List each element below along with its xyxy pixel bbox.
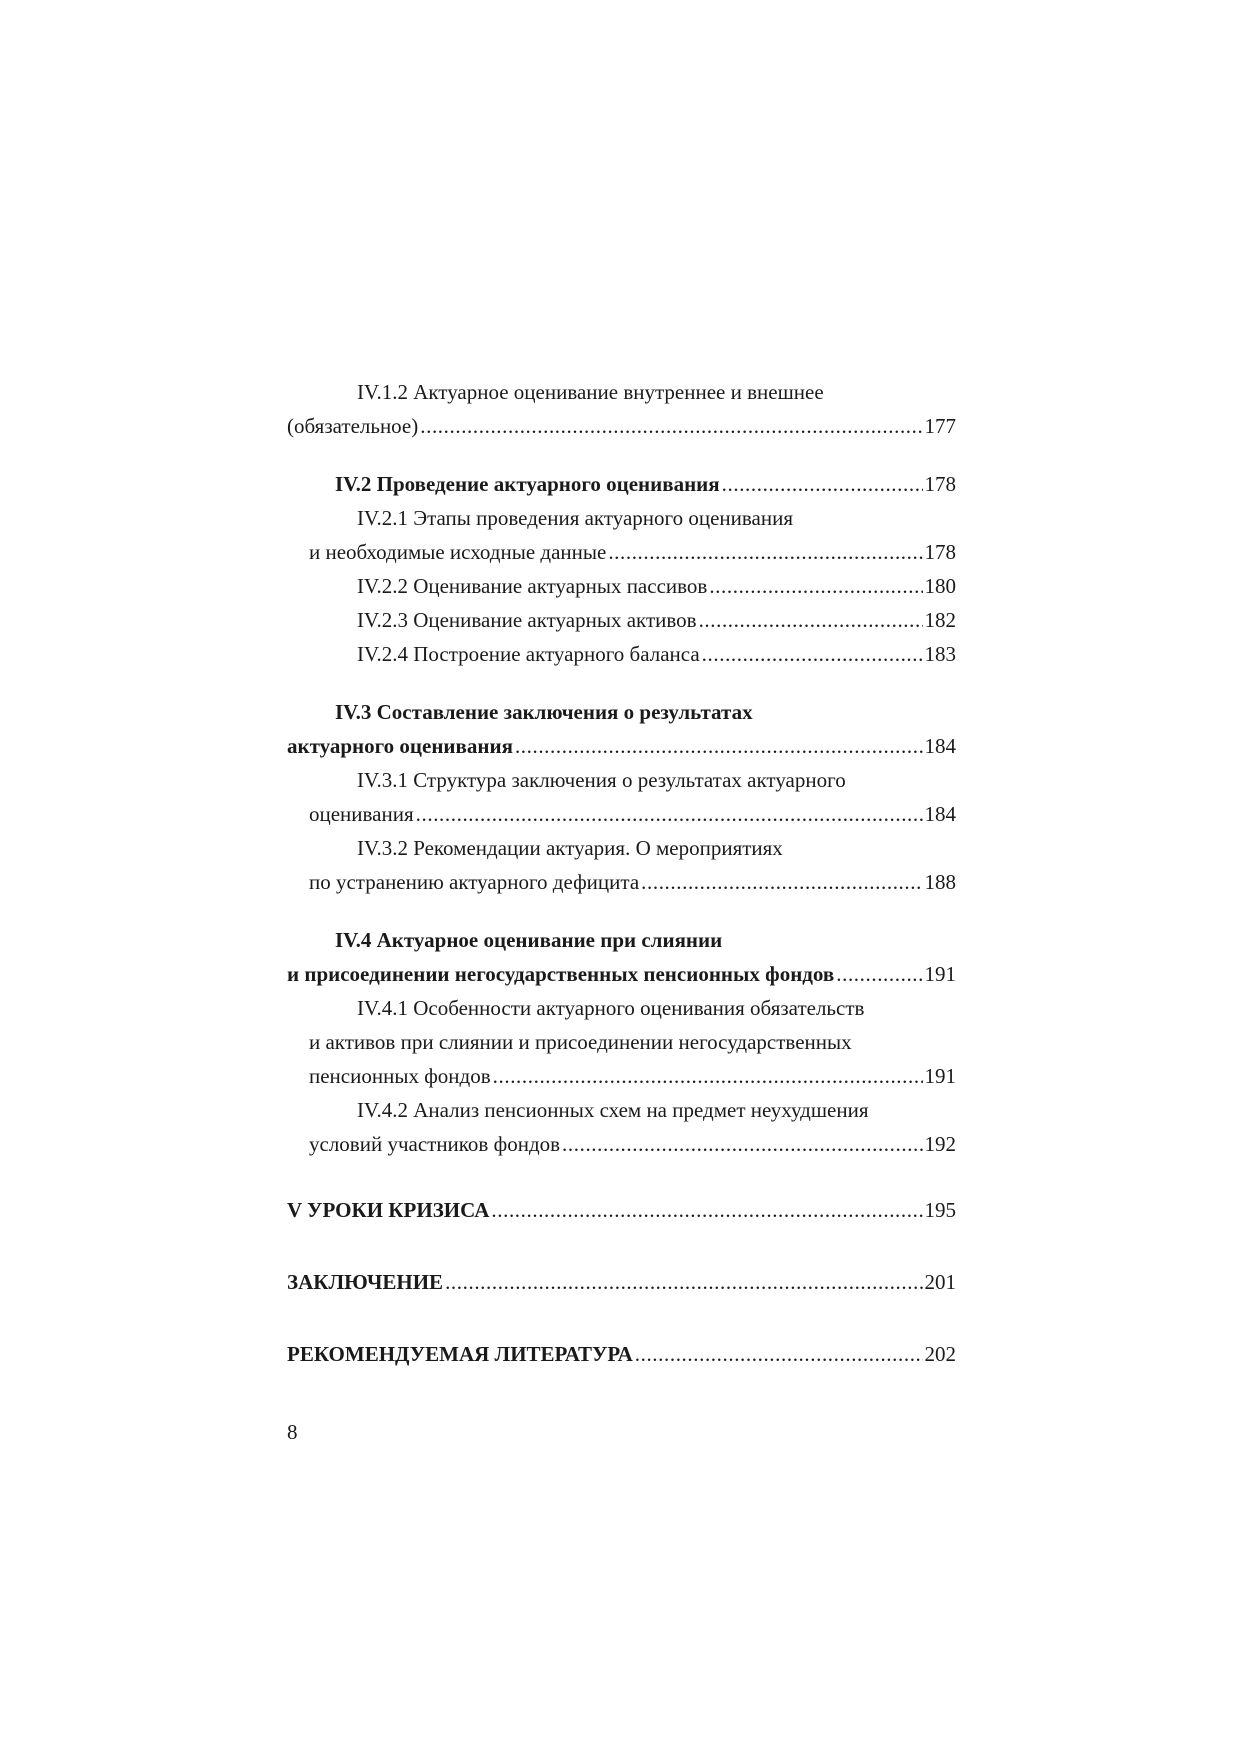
page-number: 8 bbox=[287, 1420, 298, 1444]
toc-entry-text: и присоединении негосударственных пенсионных фондов bbox=[287, 962, 835, 986]
toc-entry-literature[interactable] bbox=[287, 1339, 956, 1369]
dot-leader bbox=[445, 1267, 922, 1297]
toc-entry-4-4-2-line1 bbox=[287, 1095, 956, 1125]
toc-entry-4-1-2-line1 bbox=[287, 377, 956, 407]
dot-leader bbox=[641, 867, 922, 897]
toc-entry-4-2-2[interactable] bbox=[287, 571, 956, 601]
toc-entry-4-3-2-line1 bbox=[287, 833, 956, 863]
toc-page-number: 177 bbox=[924, 414, 956, 438]
dot-leader bbox=[702, 639, 923, 669]
toc-entry-4-2-4[interactable] bbox=[287, 639, 956, 669]
toc-entry-4-4-1[interactable] bbox=[287, 1061, 956, 1091]
toc-entry-text: IV.2.2 Оценивание актуарных пассивов bbox=[357, 574, 708, 598]
dot-leader bbox=[416, 799, 923, 829]
toc-entry-text: условий участников фондов bbox=[309, 1132, 561, 1156]
toc-entry-text: и активов при слиянии и присоединении негосударственных bbox=[309, 1030, 852, 1054]
toc-entry-4-1-2[interactable] bbox=[287, 411, 956, 441]
toc-entry-text: IV.2.3 Оценивание актуарных активов bbox=[357, 608, 697, 632]
toc-entry-text: и необходимые исходные данные bbox=[309, 540, 607, 564]
toc-entry-4-3-line1 bbox=[287, 697, 956, 727]
dot-leader bbox=[420, 411, 922, 441]
toc-entry-text: IV.2 Проведение актуарного оценивания bbox=[335, 472, 720, 496]
toc-entry-4-2-3[interactable] bbox=[287, 605, 956, 635]
toc-entry-text: IV.3.2 Рекомендации актуария. О мероприятиях bbox=[357, 836, 783, 860]
toc-entry-text: IV.4 Актуарное оценивание при слиянии bbox=[335, 928, 723, 952]
toc-page-number: 178 bbox=[924, 540, 956, 564]
toc-entry-text: ЗАКЛЮЧЕНИЕ bbox=[287, 1270, 444, 1294]
toc-entry-5[interactable] bbox=[287, 1195, 956, 1225]
toc-entry-4-4-line1 bbox=[287, 925, 956, 955]
toc-page-number: 184 bbox=[924, 734, 956, 758]
toc-entry-text: IV.4.2 Анализ пенсионных схем на предмет неухудшения bbox=[357, 1098, 869, 1122]
dot-leader bbox=[515, 731, 923, 761]
toc-page-number: 192 bbox=[924, 1132, 956, 1156]
dot-leader bbox=[562, 1129, 922, 1159]
toc-entry-text: IV.3 Составление заключения о результатах bbox=[335, 700, 753, 724]
toc-entry-4-4[interactable] bbox=[287, 959, 956, 989]
toc-page-number: 188 bbox=[924, 870, 956, 894]
toc-page-number: 182 bbox=[924, 608, 956, 632]
toc-page-number: 191 bbox=[924, 1064, 956, 1088]
toc-entry-text: IV.3.1 Структура заключения о результатах актуарного bbox=[357, 768, 846, 792]
toc-entry-4-3[interactable] bbox=[287, 731, 956, 761]
toc-entry-text: оценивания bbox=[309, 802, 414, 826]
toc-entry-text: пенсионных фондов bbox=[309, 1064, 491, 1088]
toc-entry-conclusion[interactable] bbox=[287, 1267, 956, 1297]
dot-leader bbox=[709, 571, 922, 601]
toc-entry-4-2-1[interactable] bbox=[287, 537, 956, 567]
toc-page-number: 183 bbox=[924, 642, 956, 666]
toc-page-number: 184 bbox=[924, 802, 956, 826]
toc-entry-4-3-1-line1 bbox=[287, 765, 956, 795]
dot-leader bbox=[836, 959, 922, 989]
toc-entry-text: IV.2.1 Этапы проведения актуарного оценивания bbox=[357, 506, 794, 530]
dot-leader bbox=[722, 469, 923, 499]
toc-entry-4-4-2[interactable] bbox=[287, 1129, 956, 1159]
dot-leader bbox=[491, 1195, 922, 1225]
toc-entry-4-4-1-line1 bbox=[287, 993, 956, 1023]
toc-entry-4-2[interactable] bbox=[287, 469, 956, 499]
dot-leader bbox=[635, 1339, 923, 1369]
toc-entry-text: IV.1.2 Актуарное оценивание внутреннее и внешнее bbox=[357, 380, 824, 404]
dot-leader bbox=[608, 537, 922, 567]
toc-entry-4-4-1-line2 bbox=[287, 1027, 956, 1057]
toc-page-number: 202 bbox=[924, 1342, 956, 1366]
toc-entry-4-2-1-line1 bbox=[287, 503, 956, 533]
toc-entry-text: актуарного оценивания bbox=[287, 734, 513, 758]
toc-entry-text: по устранению актуарного дефицита bbox=[309, 870, 640, 894]
toc-page-number: 201 bbox=[924, 1270, 956, 1294]
toc-page-number: 191 bbox=[924, 962, 956, 986]
dot-leader bbox=[493, 1061, 923, 1091]
toc-page-number: 180 bbox=[924, 574, 956, 598]
toc-entry-text: IV.4.1 Особенности актуарного оценивания обязательств bbox=[357, 996, 865, 1020]
toc-entry-text: РЕКОМЕНДУЕМАЯ ЛИТЕРАТУРА bbox=[287, 1342, 633, 1366]
toc-entry-text: IV.2.4 Построение актуарного баланса bbox=[357, 642, 700, 666]
toc-entry-4-3-1[interactable] bbox=[287, 799, 956, 829]
toc-page-number: 178 bbox=[924, 472, 956, 496]
toc-entry-text: (обязательное) bbox=[287, 414, 419, 438]
toc-entry-text: V УРОКИ КРИЗИСА bbox=[287, 1198, 490, 1222]
toc-page-number: 195 bbox=[924, 1198, 956, 1222]
dot-leader bbox=[699, 605, 923, 635]
toc-entry-4-3-2[interactable] bbox=[287, 867, 956, 897]
